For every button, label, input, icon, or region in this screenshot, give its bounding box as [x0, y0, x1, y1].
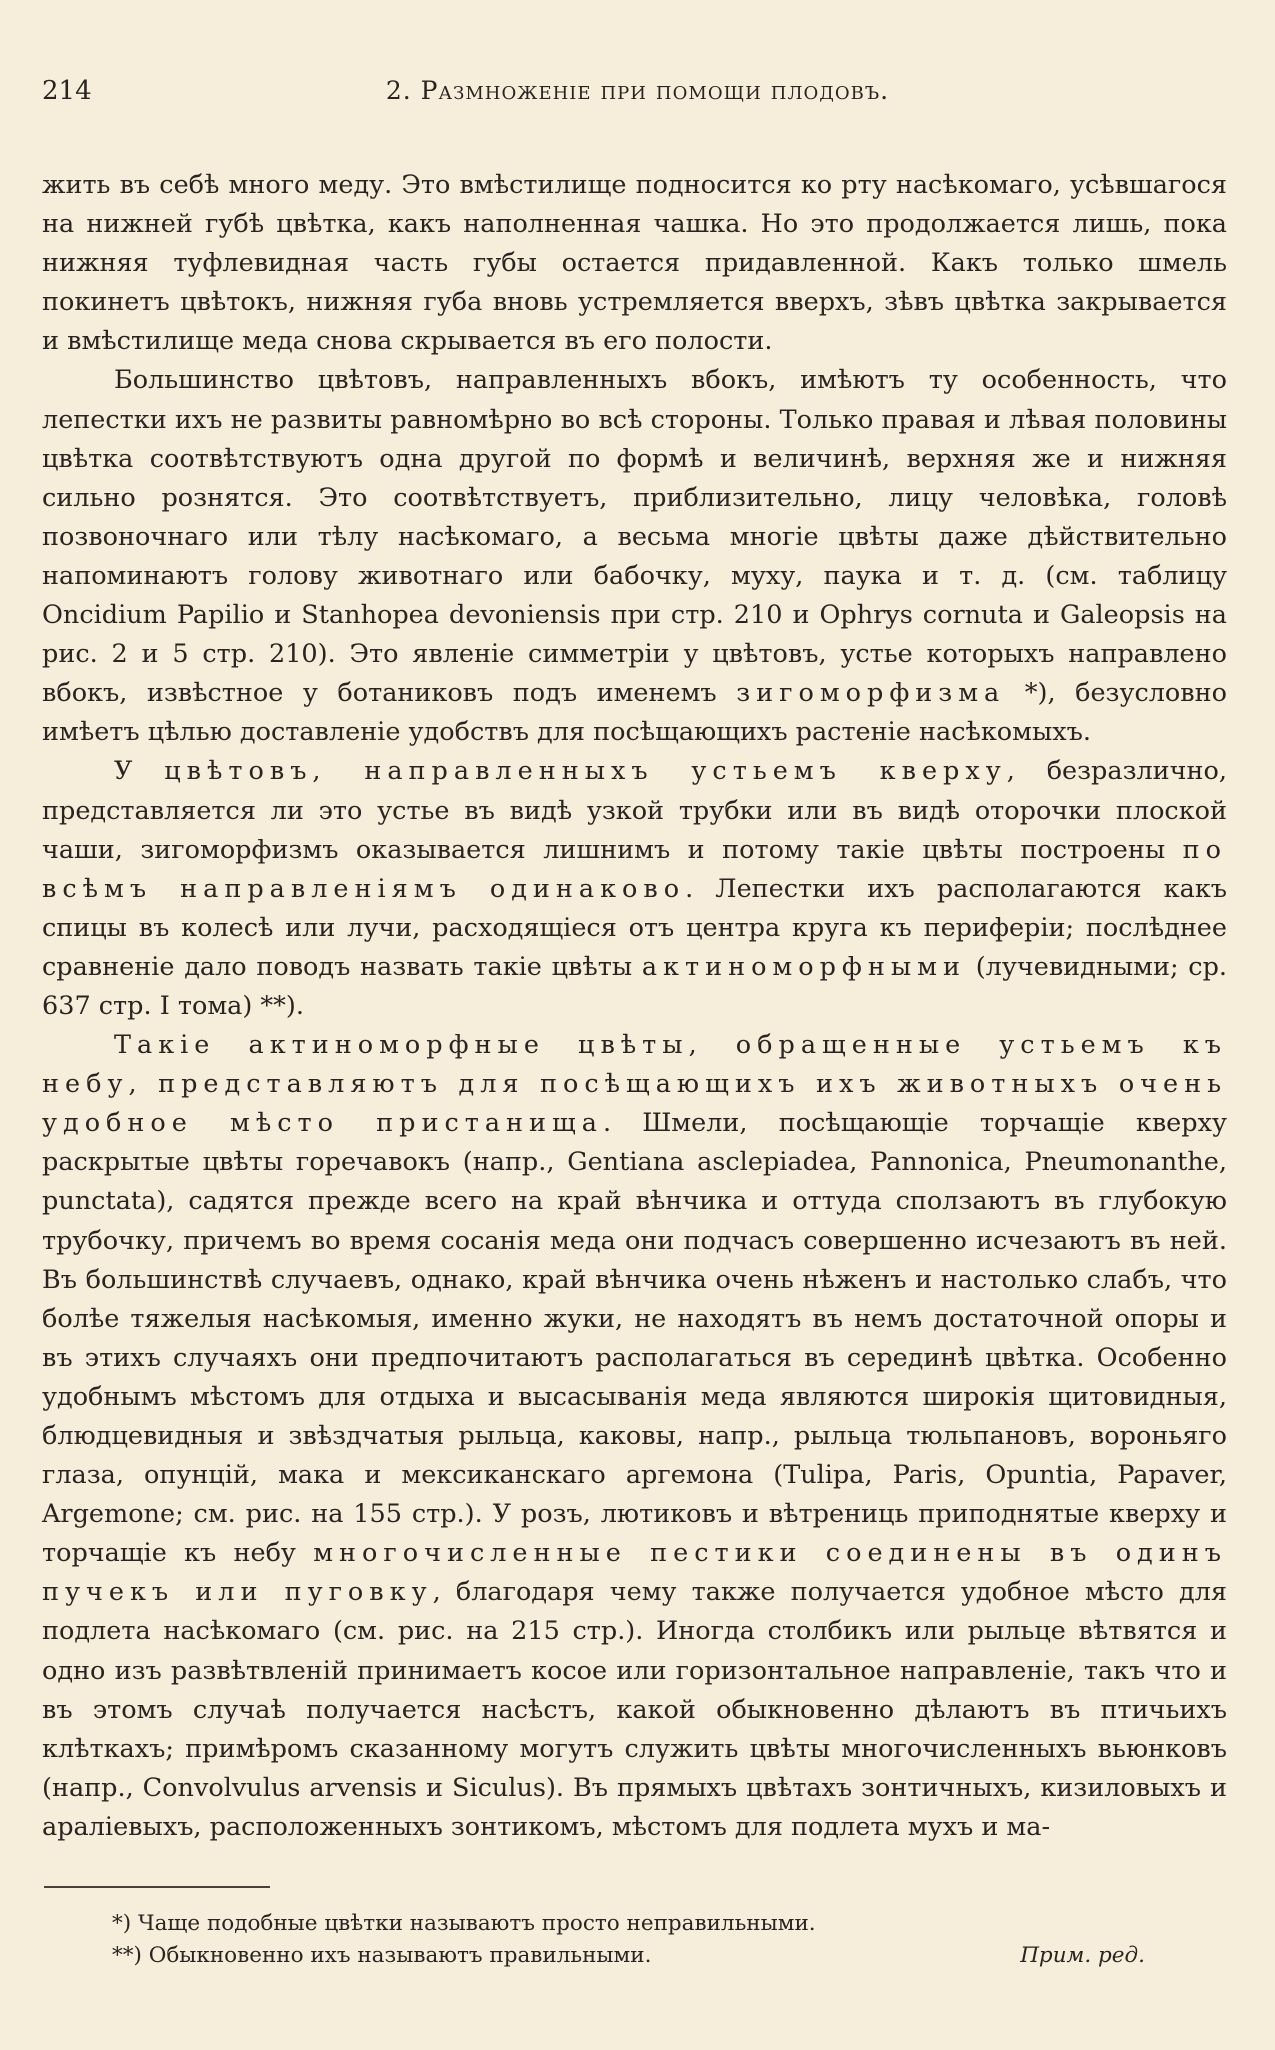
footnote-2	[112, 1940, 1145, 1972]
footnote-divider	[44, 1886, 270, 1888]
text-segment: (лучевидными; ср. 637 стр. I тома) **).	[42, 951, 1227, 1021]
paragraph-1	[42, 166, 1227, 361]
footnote-text: *) Чаще подобные цвѣтки называютъ просто неправильными.	[112, 1911, 816, 1936]
paragraph-3	[42, 752, 1227, 1026]
spaced-term: Такіе актиноморфные цвѣты, обращенные устьемъ къ небу, представляютъ для посѣщающихъ ихъ животныхъ очень удобное мѣсто пристанища	[42, 1030, 1227, 1139]
text-segment: , благодаря чему также получается удобное мѣсто для подлета насѣкомаго (см. рис. на 215 стр.). Иногда столбикъ или рыльце вѣтвятся и одно изъ развѣтвленій принимаетъ косое или горизонтальное направленіе, такъ что и въ этомъ случаѣ получается насѣстъ, какой обыкновенно дѣлаютъ въ птичьихъ клѣткахъ; примѣромъ сказанному могутъ служить цвѣты многочисленныхъ вьюнковъ (напр., Convolvulus arvensis и Siculus). Въ прямыхъ цвѣтахъ зонтичныхъ, кизиловыхъ и аралiевыхъ, расположенныхъ зонтикомъ, мѣстомъ для подлета мухъ и ма-	[42, 1577, 1227, 1842]
footnote-1	[112, 1908, 1145, 1940]
footnotes	[112, 1908, 1145, 1972]
spaced-term: по всѣмъ направленіямъ одинаково	[42, 834, 1227, 904]
text-segment: У	[114, 756, 165, 787]
text-segment: , безразлично, представляется ли это устье въ видѣ узкой трубки или въ видѣ оторочки плоской чаши, зигоморфизмъ оказывается лишнимъ и потому такіе цвѣты построены	[42, 756, 1227, 865]
text-segment: . Шмели, посѣщающіе торчащіе кверху раскрытые цвѣты горечавокъ (напр., Gentiana asclepiadea, Pannonica, Pneumonanthe, punctata), садятся прежде всего на край вѣнчика и оттуда сползаютъ въ глубокую трубочку, причемъ во время сосанія меда они подчасъ совершенно исчезаютъ въ ней. Въ большинствѣ случаевъ, однако, край вѣнчика очень нѣженъ и настолько слабъ, что болѣе тяжелыя насѣкомыя, именно жуки, не находятъ въ немъ достаточной опоры и въ этихъ случаяхъ они предпочитаютъ располагаться въ серединѣ цвѣтка. Особенно удобнымъ мѣстомъ для отдыха и высасыванія меда являются широкія щитовидныя, блюдцевидныя и звѣздчатыя рыльца, каковы, напр., рыльца тюльпановъ, вороньяго глаза, опунцій, мака и мексиканскаго аргемона (Tulipa, Paris, Opuntia, Papaver, Argemone; см. рис. на 155 стр.). У розъ, лютиковъ и вѣтрениць приподнятые кверху и торчащіе къ небу	[42, 1108, 1227, 1569]
spaced-term: актиноморфными	[641, 951, 967, 982]
main-text	[42, 166, 1227, 1847]
editor-note: Прим. ред.	[1020, 1943, 1145, 1968]
text-segment: Большинство цвѣтовъ, направленныхъ вбокъ, имѣютъ ту особенность, что лепестки ихъ не развиты равномѣрно во всѣ стороны. Только правая и лѣвая половины цвѣтка соотвѣтствуютъ одна другой по формѣ и величинѣ, верхняя же и нижняя сильно рознятся. Это соотвѣтствуетъ, приблизительно, лицу человѣка, головѣ позвоночнаго или тѣлу насѣкомаго, а весьма многіе цвѣты даже дѣйствительно напоминаютъ голову животнаго или бабочку, муху, паука и т. д. (см. таблицу Oncidium Papilio и Stanhopea devoniensis при стр. 210 и Ophrys cornuta и Galeopsis на рис. 2 и 5 стр. 210). Это явленіе симметріи у цвѣтовъ, устье которыхъ направлено вбокъ, извѣстное у ботаниковъ подъ именемъ	[42, 365, 1227, 709]
spaced-term: зигоморфизма	[736, 678, 1006, 709]
text-segment: жить въ себѣ много меду. Это вмѣстилище подносится ко рту насѣкомаго, усѣвшагося на нижней губѣ цвѣтка, какъ наполненная чашка. Но это продолжается лишь, пока нижняя туфлевидная часть губы остается придавленной. Какъ только шмель покинетъ цвѣтокъ, нижняя губа вновь устремляется вверхъ, зѣвъ цвѣтка закрывается и вмѣстилище меда снова скрывается въ его полости.	[42, 170, 1227, 357]
page-number: 214	[42, 76, 92, 106]
spaced-term: многочисленные пестики соединены въ одинъ пучекъ или пуговку	[42, 1538, 1227, 1608]
paragraph-4	[42, 1026, 1227, 1847]
paragraph-2	[42, 361, 1227, 752]
running-title: 2. Размноженіе при помощи плодовъ.	[385, 76, 890, 105]
spaced-term: цвѣтовъ, направленныхъ устьемъ кверху	[164, 756, 1007, 787]
text-segment: *), безусловно имѣетъ цѣлью доставленіе удобствъ для посѣщающихъ растеніе насѣкомыхъ.	[42, 678, 1227, 748]
footnote-text: **) Обыкновенно ихъ называютъ правильными.	[112, 1943, 652, 1968]
text-segment: . Лепестки ихъ располагаются какъ спицы въ колесѣ или лучи, расходящіеся отъ центра круга къ периферіи; послѣднее сравненіе дало поводъ назвать такіе цвѣты	[42, 873, 1227, 982]
running-header	[42, 76, 1233, 116]
